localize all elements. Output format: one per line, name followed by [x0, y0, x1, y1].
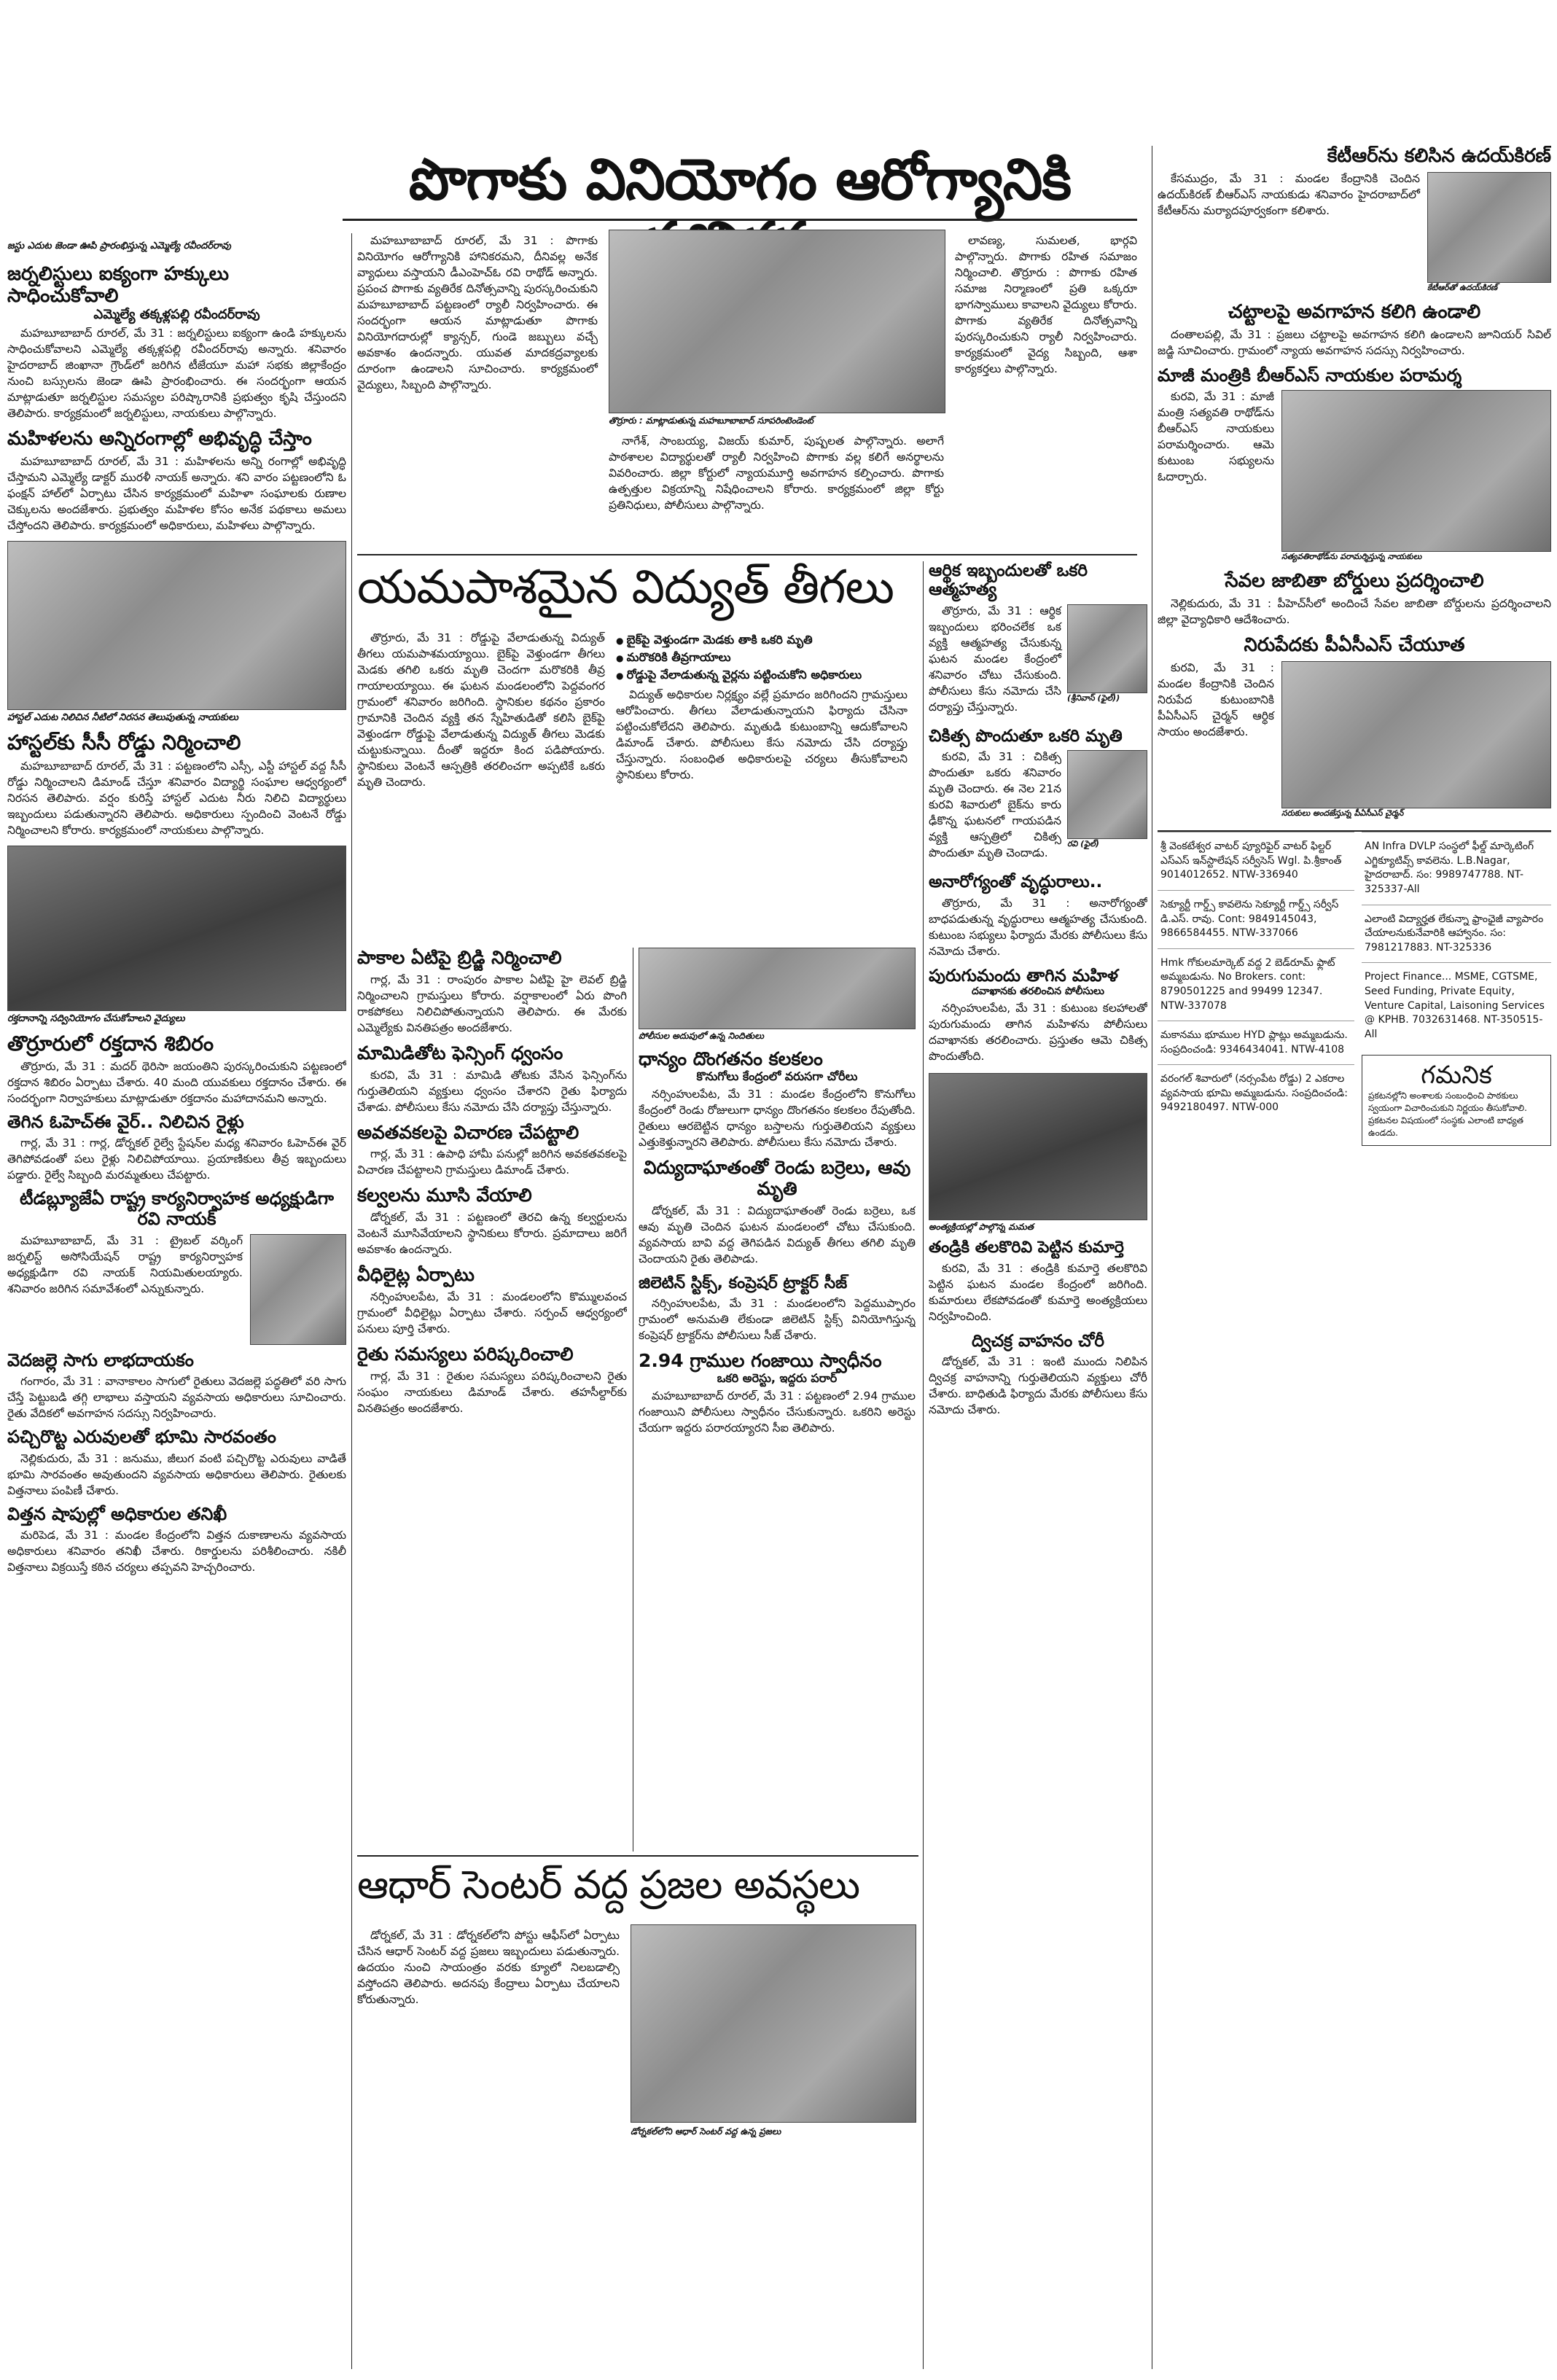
bullet-item: ● బైక్‌పై వెళ్తుండగా మెడకు తాకి ఒకరి మృతి [616, 631, 908, 649]
crime-4-body: మహబూబాబాద్ రూరల్, మే 31 : పట్టణంలో 2.94 గ్రాముల గంజాయిని పోలీసులు స్వాధీనం చేసుకున్నారు. ఒకరిని అరెస్టు చేయగా ఇద్దరు పరారయ్యారని సీఐ తెలిపారు. [639, 1389, 916, 1435]
bullet-item: ● రోడ్డుపై వేలాడుతున్న వైర్లను పట్టించుకోని అధికారులు [616, 666, 908, 684]
aadhaar-article [357, 1862, 918, 2373]
right-article-1-headline: కేటీఆర్‌ను కలిసిన ఉదయ్‌కిరణ్ [1327, 146, 1551, 167]
aadhaar-headline: ఆధార్ సెంటర్ వద్ద ప్రజల అవస్థలు [357, 1862, 860, 1908]
left-article-2-body: మహబూబాబాద్ రూరల్, మే 31 : మహిళలను అన్ని రంగాల్లో అభివృద్ధి చేస్తామని ఎమ్మెల్యే డాక్టర్ మురళీ నాయక్ అన్నారు. శని వారం పట్టణంలోని ఓ ఫంక్షన్ హాల్‌లో ఏర్పాటు చేసిన కార్యక్రమంలో మహిళా సంఘాలకు రుణాల చెక్కులను అందజేశారు. ప్రభుత్వం మహిళల కోసం అనేక పథకాలు అమలు చేస్తోందని తెలిపారు. కార్యక్రమంలో అధికారులు, మహిళలు పాల్గొన్నారు. [7, 455, 346, 533]
left-article-1-body: మహబూబాబాద్ రూరల్, మే 31 : జర్నలిస్టులు ఐక్యంగా ఉండి హక్కులను సాధించుకోవాలని ఎమ్మెల్యే తక్కళ్లపల్లి రవీందర్‌రావు అన్నారు. శనివారం హైదరాబాద్ జింఖానా గ్రౌండ్‌లో జరిగిన టీజేయూ మహా సభకు జిల్లాకేంద్రం నుంచి బస్సులను జెండా ఊపి ప్రారంభించారు. ఈ సందర్భంగా ఆయన మాట్లాడుతూ జర్నలిస్టుల సమస్యల పరిష్కారానికి ప్రభుత్వం కృషి చేస్తుందని తెలిపారు. కార్యక్రమంలో జర్నలిస్టులు, నాయకులు పాల్గొన్నారు. [7, 327, 346, 421]
tobacco-col-3: లావణ్య, సుమలత, భార్గవి పాల్గొన్నారు. పొగాకు రహిత సమాజం నిర్మించాలి. తొర్రూరు : పొగాకు రహిత సమాజ నిర్మాణంలో ప్రతి ఒక్కరూ భాగస్వాములు కావాలని వైద్యులు కోరారు. పొగాకు వ్యతిరేక దినోత్సవాన్ని పురస్కరించుకుని ర్యాలీ నిర్వహించారు. కార్యక్రమంలో వైద్య సిబ్బంది, ఆశా కార్యకర్తలు పాల్గొన్నారు. [955, 234, 1137, 375]
banner-headline: పొగాకు వినియోగం ఆరోగ్యానికి [408, 149, 1072, 213]
left-photo-blood [7, 846, 346, 1011]
left-article-8-headline: పచ్చిరొట్ట ఎరువులతో భూమి సారవంతం [7, 1427, 276, 1448]
rc-article-4-subhead: దవాఖానకు తరలించిన పోలీసులు [972, 986, 1104, 998]
left-article-8-body: నెల్లికుదురు, మే 31 : జనుము, జీలుగ వంటి పచ్చిరొట్ట ఎరువులు వాడితే భూమి సారవంతం అవుతుందని వ్యవసాయ అధికారులు తెలిపారు. రైతులకు విత్తనాలు పంపిణీ చేశారు. [7, 1451, 346, 1497]
right-article-3-body: కురవి, మే 31 : మాజీ మంత్రి సత్యవతి రాథోడ్‌ను బీఆర్ఎస్ నాయకులు పరామర్శించారు. ఆమె కుటుంబ సభ్యులను ఓదార్చారు. [1158, 390, 1274, 484]
rc-article-6-headline: ద్విచక్ర వాహనం చోరీ [971, 1331, 1105, 1351]
brief-6-headline: రైతు సమస్యలు పరిష్కరించాలి [357, 1343, 574, 1365]
right-caption-ktr: కేటీఆర్‌తో ఉదయ్‌కిరణ్ [1427, 282, 1498, 292]
brief-6-body: గార్ల, మే 31 : రైతుల సమస్యలు పరిష్కరించాలని రైతు సంఘం నాయకులు డిమాండ్ చేశారు. తహసీల్దార్‌కు వినతిపత్రం అందజేశారు. [357, 1369, 627, 1415]
brief-2-body: కురవి, మే 31 : మామిడి తోటకు వేసిన ఫెన్సింగ్‌ను గుర్తుతెలియని వ్యక్తులు ధ్వంసం చేశారని రైతు ఫిర్యాదు చేశాడు. పోలీసులు కేసు నమోదు చేసి దర్యాప్తు చేస్తున్నారు. [357, 1068, 627, 1114]
crime-4-subhead: ఒకరి అరెస్టు, ఇద్దరు పరార్ [717, 1370, 838, 1385]
right-article-5-headline: నిరుపేదకు పీఏసీఎస్ చేయూత [1244, 634, 1465, 657]
crime-3-headline: జిలెటిన్ స్టిక్స్, కంప్రెషర్ ట్రాక్టర్ సీజ్ [639, 1273, 848, 1292]
brief-4-headline: కల్వలను మూసి వేయాలి [357, 1185, 532, 1206]
right-article-2-body: దంతాలపల్లి, మే 31 : ప్రజలు చట్టాలపై అవగాహన కలిగి ఉండాలని జూనియర్ సివిల్ జడ్జి సూచించారు. గ్రామంలో న్యాయ అవగాహన సదస్సు నిర్వహించారు. [1158, 327, 1551, 357]
notice-body: ప్రకటనల్లోని అంశాలకు సంబంధించి పాఠకులు స్వయంగా విచారించుకుని నిర్ణయం తీసుకోవాలి. ప్రకటనల విషయంలో సంస్థకు ఎలాంటి బాధ్యత ఉండదు. [1368, 1090, 1527, 1138]
right-photo-ktr [1427, 172, 1551, 283]
rc-photo-srinivas [1067, 604, 1147, 693]
tobacco-col-2: నాగేశ్, సాంబయ్య, విజయ్ కుమార్, పుష్పలత పాల్గొన్నారు. అలాగే పాఠశాలల విద్యార్థులతో ర్యాలీ నిర్వహించి పొగాకు వల్ల కలిగే అనర్థాలను వివరించారు. జిల్లా కోర్టులో న్యాయమూర్తి అవగాహన కల్పించారు. పొగాకు ఉత్పత్తుల విక్రయాన్ని నిషేధించాలని కోరారు. కార్యక్రమంలో జిల్లా కోర్టు ప్రతినిధులు, పోలీసులు పాల్గొన్నారు. [609, 434, 944, 512]
notice-title: గమనిక [1421, 1061, 1492, 1090]
tobacco-article [357, 230, 1137, 550]
left-caption-top: జస్టు ఎదుట జెండా ఊపి ప్రారంభిస్తున్న ఎమ్మెల్యే రవీందర్‌రావు [7, 241, 231, 251]
crime-4-headline: 2.94 గ్రాముల గంజాయి స్వాధీనం [639, 1349, 882, 1371]
crime-1-body: నర్సింహులపేట, మే 31 : మండల కేంద్రంలోని కొనుగోలు కేంద్రంలో రెండు రోజులుగా ధాన్యం దొంగతనం కలకలం రేపుతోంది. రైతులు ఆరబెట్టిన ధాన్యం బస్తాలను గుర్తుతెలియని వ్యక్తులు ఎత్తుకెళ్తున్నారని తెలిపారు. పోలీసులు కేసు నమోదు చేశారు. [639, 1088, 916, 1150]
rc-caption-srinivas: (శ్రీనివాస్ (ఫైల్)) [1067, 692, 1120, 703]
left-article-5-headline: తెగిన ఓహెచ్‌ఈ వైర్.. నిలిచిన రైళ్లు [7, 1111, 244, 1132]
left-article-7-headline: వెదజల్లె సాగు లాభదాయకం [7, 1349, 194, 1370]
left-photo-hostel [7, 541, 346, 710]
right-photo-pacs [1281, 661, 1551, 808]
electric-wire-bullets [616, 631, 908, 684]
classified-ad: AN Infra DVLP సంస్థలో ఫీల్డ్ మార్కెటింగ్ ఎగ్జిక్యూటివ్స్ కావలెను. L.B.Nagar, హైదరాబాద్. సం: 9989747788. NT-325337-All [1362, 832, 1551, 904]
brief-4-body: డోర్నకల్, మే 31 : పట్టణంలో తెరచి ఉన్న కల్వర్టులను వెంటనే మూసివేయాలని స్థానికులు కోరారు. ప్రమాదాలు జరిగే అవకాశం ఉందన్నారు. [357, 1211, 627, 1256]
brief-3-headline: అవతవకలపై విచారణ చేపట్టాలి [357, 1121, 580, 1143]
left-article-3-headline: హాస్టల్‌కు సీసీ రోడ్డు నిర్మించాలి [7, 730, 241, 755]
left-caption-hostel: హాస్టల్ ఎదుట నిలిచిన నీటిలో నిరసన తెలుపుతున్న నాయకులు [7, 712, 238, 724]
accused-caption: పోలీసుల అదుపులో ఉన్న నిందితులు [639, 1031, 764, 1041]
left-article-9-headline: విత్తన షాపుల్లో అధికారుల తనిఖీ [7, 1503, 227, 1524]
rc-article-6-body: డోర్నకల్, మే 31 : ఇంటి ముందు నిలిపిన ద్విచక్ర వాహనాన్ని గుర్తుతెలియని వ్యక్తులు చోరీ చేశారు. బాధితుడి ఫిర్యాదు మేరకు పోలీసులు కేసు నమోదు చేశారు. [929, 1355, 1147, 1417]
brief-5-body: నర్సింహులపేట, మే 31 : మండలంలోని కొమ్ములవంచ గ్రామంలో వీధిలైట్లు ఏర్పాటు చేశారు. సర్పంచ్ ఆధ్వర్యంలో పనులు పూర్తి చేశారు. [357, 1290, 627, 1335]
rc-article-5-headline: తండ్రికి తలకొరివి పెట్టిన కుమార్తె [929, 1238, 1124, 1257]
classified-ad: మకానము భూముల HYD ప్లాట్లు అమ్మబడును. సంప్రదించండి: 9346434041. NTW-4108 [1158, 1021, 1354, 1064]
right-photo-satyavathi [1281, 390, 1551, 552]
rc-article-1-body: తొర్రూరు, మే 31 : ఆర్థిక ఇబ్బందులు భరించలేక ఒక వ్యక్తి ఆత్మహత్య చేసుకున్న ఘటన మండల కేంద్రంలో శనివారం చోటు చేసుకుంది. పోలీసులు కేసు నమోదు చేసి దర్యాప్తు చేస్తున్నారు. [929, 604, 1061, 714]
right-article-3-headline: మాజీ మంత్రికి బీఆర్ఎస్ నాయకుల పరామర్శ [1158, 364, 1462, 386]
rc-article-4-headline: పురుగుమందు తాగిన మహిళ [929, 966, 1118, 986]
crime-2-body: డోర్నకల్, మే 31 : విద్యుదాఘాతంతో రెండు బర్రెలు, ఒక ఆవు మృతి చెందిన ఘటన మండలంలో చోటు చేసుకుంది. వ్యవసాయ బావి వద్ద తెగిపడిన విద్యుత్ తీగలు తగిలి మృతి చెందాయని రైతు తెలిపాడు. [639, 1203, 916, 1265]
crime-briefs [639, 948, 916, 1859]
rc-caption-ravi: రవి (ఫైల్) [1067, 839, 1099, 849]
classified-ad: ఎలాంటి విద్యార్హత లేకున్నా ఫ్రాంఛైజీ వ్యాపారం చేయాలనుకునేవారికి ఆహ్వానం. సం: 7981217883. NT-325336 [1362, 905, 1551, 963]
right-caption-satyavathi: సత్యవతిరాథోడ్‌ను పరామర్శిస్తున్న నాయకులు [1281, 552, 1422, 562]
left-article-3-body: మహబూబాబాద్ రూరల్, మే 31 : పట్టణంలోని ఎస్సీ, ఎస్టీ హాస్టల్ వద్ద సీసీ రోడ్డు నిర్మించాలని డిమాండ్ చేస్తూ శనివారం విద్యార్థి సంఘాల ఆధ్వర్యంలో నిరసన తెలిపారు. వర్షం కురిస్తే హాస్టల్ ఎదుట నీరు నిలిచి విద్యార్థులు ఇబ్బందులు పడుతున్నారని తెలిపారు. అధికారులు స్పందించి వెంటనే రోడ్డు నిర్మించాలని కోరారు. కార్యక్రమంలో నాయకులు పాల్గొన్నారు. [7, 759, 346, 837]
left-article-6-headline: టీడబ్ల్యూజేఏ రాష్ట్ర కార్యనిర్వాహక అధ్యక్షుడిగా రవి నాయక్ [19, 1188, 335, 1229]
right-column [1158, 146, 1551, 2369]
left-article-1-headline: జర్నలిస్టులు ఐక్యంగా హక్కులు సాధించుకోవాలి [7, 263, 230, 307]
rc-caption-funeral: అంత్యక్రియల్లో పాల్గొన్న మమత [929, 1222, 1034, 1233]
classified-ad: సెక్యూర్టీ గార్డ్స్ కావలెను సెక్యూర్టీ గార్డ్స్ సర్వీస్ డి.ఎస్. రావు. Cont: 9849145043, 9866584455. NTW-337066 [1158, 890, 1354, 948]
rc-article-4-body: నర్సింహులపేట, మే 31 : కుటుంబ కలహాలతో పురుగుమందు తాగిన మహిళను పోలీసులు దవాఖానకు తరలించారు. ప్రస్తుతం ఆమె చికిత్స పొందుతోంది. [929, 1002, 1147, 1064]
crime-1-subhead: కొనుగోలు కేంద్రంలో వరుసగా చోరీలు [696, 1069, 858, 1083]
tobacco-photo [609, 230, 945, 413]
crime-1-headline: ధాన్యం దొంగతనం కలకలం [639, 1048, 823, 1069]
brief-3-body: గార్ల, మే 31 : ఉపాధి హామీ పనుల్లో జరిగిన అవకతవకలపై విచారణ చేపట్టాలని గ్రామస్తులు డిమాండ్ చేశారు. [357, 1147, 627, 1177]
rc-article-3-headline: అనారోగ్యంతో వృద్ధురాలు.. [929, 873, 1103, 892]
brief-5-headline: వీధిలైట్ల ఏర్పాటు [357, 1264, 475, 1285]
left-article-9-body: మరిపెడ, మే 31 : మండల కేంద్రంలోని విత్తన దుకాణాలను వ్యవసాయ అధికారులు శనివారం తనిఖీ చేశారు. రికార్డులను పరిశీలించారు. నకిలీ విత్తనాలు విక్రయిస్తే కఠిన చర్యలు తప్పవని హెచ్చరించారు. [7, 1529, 346, 1575]
classifieds-section [1158, 830, 1551, 1145]
left-photo-ravi-nayak [250, 1234, 346, 1345]
classified-ad: Hmk గోకులమార్కెట్ వద్ద 2 బెడ్‌రూమ్ ఫ్లాట్ అమ్మబడును. No Brokers. cont: 8790501225 and 99499 12347. NTW-337078 [1158, 948, 1354, 1021]
electric-wire-headline: యమపాశమైన విద్యుత్ తీగలు [357, 561, 894, 614]
tobacco-col-1: మహబూబాబాద్ రూరల్, మే 31 : పొగాకు వినియోగం ఆరోగ్యానికి హానికరమని, దీనివల్ల అనేక వ్యాధులు వస్తాయని డీఎంహెచ్‌ఓ రవి రాథోడ్ అన్నారు. ప్రపంచ పొగాకు వ్యతిరేక దినోత్సవాన్ని పురస్కరించుకుని మహబూబాబాద్ పట్టణంలో ర్యాలీ నిర్వహించారు. ఈ సందర్భంగా ఆయన మాట్లాడుతూ పొగాకు వినియోగదారుల్లో క్యాన్సర్, గుండె జబ్బులు వచ్చే అవకాశం ఉందన్నారు. యువత మాదకద్రవ్యాలకు దూరంగా ఉండాలని సూచించారు. కార్యక్రమంలో వైద్యులు, సిబ్బంది పాల్గొన్నారు. [357, 234, 598, 391]
brief-1-body: గార్ల, మే 31 : రాంపురం పాకాల ఏటిపై హై లెవల్ బ్రిడ్జి నిర్మించాలని గ్రామస్తులు కోరారు. వర్షాకాలంలో ఏరు పొంగి రాకపోకలు నిలిచిపోతున్నాయని తెలిపారు. ఈ మేరకు ఎమ్మెల్యేకు వినతిపత్రం అందజేశారు. [357, 972, 627, 1034]
right-article-5-body: కురవి, మే 31 : మండల కేంద్రానికి చెందిన నిరుపేద కుటుంబానికి పీఏసీఎస్ చైర్మన్ ఆర్థిక సాయం అందజేశారు. [1158, 661, 1274, 739]
right-article-4-body: నెల్లికుదురు, మే 31 : పీహెచ్‌సీలో అందించే సేవల జాబితా బోర్డులను ప్రదర్శించాలని జిల్లా వైద్యాధికారి ఆదేశించారు. [1158, 597, 1551, 627]
left-article-4-headline: తొర్రూరులో రక్తదాన శిబిరం [7, 1031, 214, 1056]
rc-article-2-headline: చికిత్స పొందుతూ ఒకరి మృతి [929, 726, 1123, 746]
right-article-2-headline: చట్టాలపై అవగాహన కలిగి ఉండాలి [1228, 300, 1481, 323]
brief-2-headline: మామిడితోట ఫెన్సింగ్ ధ్వంసం [357, 1042, 563, 1064]
tobacco-photo-caption: తొర్రూరు : మాట్లాడుతున్న మహబూబాబాద్ సూపరింటెండెంట్ [609, 415, 813, 426]
right-article-4-headline: సేవల జాబితా బోర్డులు ప్రదర్శించాలి [1225, 570, 1484, 593]
classified-ad: Project Finance... MSME, CGTSME, Seed Funding, Private Equity, Venture Capital, Laisoning Services @ KPHB. 7032631468. NT-350515-All [1362, 962, 1551, 1049]
rc-article-3-body: తొర్రూరు, మే 31 : అనారోగ్యంతో బాధపడుతున్న వృద్ధురాలు ఆత్మహత్య చేసుకుంది. కుటుంబ సభ్యులు ఫిర్యాదు మేరకు పోలీసులు కేసు నమోదు చేశారు. [929, 896, 1147, 958]
left-article-4-body: తొర్రూరు, మే 31 : మదర్ థెరిసా జయంతిని పురస్కరించుకుని పట్టణంలో రక్తదాన శిబిరం ఏర్పాటు చేశారు. 40 మంది యువకులు రక్తదానం చేశారు. ఈ సందర్భంగా నిర్వాహకులు మాట్లాడుతూ రక్తదానం మహాదానమని అన్నారు. [7, 1059, 346, 1105]
classified-ad: శ్రీ వెంకటేశ్వర వాటర్ ప్యూరిఫైర్ వాటర్ ఫిల్టర్ ఎస్ఎస్ ఇన్‌స్టాలేషన్ సర్వీసెస్ Wgl. పి.శ్రీకాంత్ 9014012652. NTW-336940 [1158, 832, 1354, 890]
center-briefs [357, 948, 627, 1859]
aadhaar-photo [631, 1924, 916, 2123]
left-article-1-subhead: ఎమ్మెల్యే తక్కళ్లపల్లి రవీందర్‌రావు [93, 306, 260, 322]
electric-wire-article [357, 561, 918, 940]
rc-photo-funeral [929, 1073, 1147, 1220]
left-caption-blood: రక్తదానాన్ని సద్వినియోగం చేసుకోవాలని వైద్యులు [7, 1013, 185, 1024]
left-article-5-body: గార్ల, మే 31 : గార్ల, డోర్నకల్ రైల్వే స్టేషన్‌ల మధ్య శనివారం ఓహెచ్ఈ వైర్ తెగిపోవడంతో పలు రైళ్లు నిలిచిపోయాయి. ప్రయాణికులు తీవ్ర ఇబ్బందులు పడ్డారు. రైల్వే సిబ్బంది మరమ్మతులు చేపట్టారు. [7, 1136, 346, 1182]
aadhaar-caption: డోర్నకల్‌లోని ఆధార్ సెంటర్ వద్ద ఉన్న ప్రజలు [631, 2126, 781, 2137]
accused-photo [639, 948, 916, 1029]
electric-wire-col-2: విద్యుత్ అధికారుల నిర్లక్ష్యం వల్లే ప్రమాదం జరిగిందని గ్రామస్తులు ఆరోపించారు. తీగలు వేలాడుతున్నాయని ఫిర్యాదు చేసినా పట్టించుకోలేదని తెలిపారు. మృతుడి కుటుంబాన్ని ఆదుకోవాలని డిమాండ్ చేశారు. పోలీసులు కేసు నమోదు చేసి దర్యాప్తు చేస్తున్నారు. సంబంధిత అధికారులపై చర్యలు తీసుకోవాలని స్థానికులు కోరారు. [616, 688, 908, 781]
rc-article-1-headline: ఆర్థిక ఇబ్బందులతో ఒకరి ఆత్మహత్య [929, 561, 1088, 600]
right-article-1-body: కేసముద్రం, మే 31 : మండల కేంద్రానికి చెందిన ఉదయ్‌కిరణ్ బీఆర్ఎస్ నాయకుడు శనివారం హైదరాబాద్‌లో కేటీఆర్‌ను మర్యాదపూర్వకంగా కలిశారు. [1158, 171, 1420, 217]
rc-article-5-body: కురవి, మే 31 : తండ్రికి కుమార్తె తలకొరివి పెట్టిన ఘటన మండల కేంద్రంలో జరిగింది. కుమారులు లేకపోవడంతో కుమార్తె అంత్యక్రియలు నిర్వహించింది. [929, 1261, 1147, 1323]
bullet-item: ● మరొకరికి తీవ్రగాయాలు [616, 649, 908, 666]
notice-box [1362, 1055, 1551, 1145]
left-article-7-body: గంగారం, మే 31 : వానాకాలం సాగులో రైతులు వెదజల్లె పద్ధతిలో వరి సాగు చేస్తే పెట్టుబడి తగ్గి లాభాలు వస్తాయని వ్యవసాయ అధికారులు సూచించారు. రైతు వేదికలో అవగాహన సదస్సు నిర్వహించారు. [7, 1375, 346, 1421]
right-caption-pacs: సరుకులు అందజేస్తున్న పీఏసీఎస్ చైర్మన్ [1281, 808, 1404, 819]
brief-1-headline: పాకాల ఏటిపై బ్రిడ్జి నిర్మించాలి [357, 948, 562, 968]
classified-ad: వరంగల్ శివారులో (నర్సంపేట రోడ్డు) 2 ఎకరాల వ్యవసాయ భూమి అమ్మబడును. సంప్రదించండి: 9492180497. NTW-000 [1158, 1064, 1354, 1123]
crime-2-headline: విద్యుదాఘాతంతో రెండు బర్రెలు, ఆవు మృతి [643, 1157, 911, 1199]
right-center-column [929, 561, 1147, 2369]
electric-wire-col-1: తొర్రూరు, మే 31 : రోడ్డుపై వేలాడుతున్న విద్యుత్ తీగలు యమపాశమయ్యాయి. బైక్‌పై వెళ్తుండగా తీగలు మెడకు తగిలి ఒకరు మృతి చెందగా మరొకరికి తీవ్ర గాయాలయ్యాయి. ఈ ఘటన మండలంలోని పెద్దవంగర గ్రామంలో శనివారం జరిగింది. స్థానికుల కథనం ప్రకారం గ్రామానికి చెందిన వ్యక్తి తన స్నేహితుడితో కలిసి బైక్‌పై వెళ్తుండగా రోడ్డుపై వేలాడుతున్న విద్యుత్ తీగలు మెడకు చుట్టుకున్నాయి. దీంతో ఇద్దరూ కింద పడిపోయారు. స్థానికులు వెంటనే ఆస్పత్రికి తరలించగా అప్పటికే ఒకరు మృతి చెందారు. [357, 631, 605, 789]
left-article-6-body: మహబూబాబాద్, మే 31 : ట్రైబల్ వర్కింగ్ జర్నలిస్ట్ అసోసియేషన్ రాష్ట్ర కార్యనిర్వాహక అధ్యక్షుడిగా రవి నాయక్ నియమితులయ్యారు. శనివారం జరిగిన సమావేశంలో ఎన్నుకున్నారు. [7, 1233, 243, 1295]
left-article-2-headline: మహిళలను అన్నిరంగాల్లో అభివృద్ధి చేస్తాం [7, 428, 312, 450]
rc-photo-ravi [1067, 750, 1147, 839]
rc-article-2-body: కురవి, మే 31 : చికిత్స పొందుతూ ఒకరు శనివారం మృతి చెందారు. ఈ నెల 21న కురవి శివారులో బైక్‌ను కారు ఢీకొన్న ఘటనలో గాయపడిన వ్యక్తి ఆస్పత్రిలో చికిత్స పొందుతూ మృతి చెందాడు. [929, 750, 1061, 860]
left-column [7, 241, 346, 2369]
crime-3-body: నర్సింహులపేట, మే 31 : మండలంలోని పెద్దముప్పారం గ్రామంలో అనుమతి లేకుండా జిలెటిన్ స్టిక్స్ వినియోగిస్తున్న కంప్రెషర్ ట్రాక్టర్‌ను పోలీసులు సీజ్ చేశారు. [639, 1296, 916, 1342]
aadhaar-body: డోర్నకల్, మే 31 : డోర్నకల్‌లోని పోస్టు ఆఫీస్‌లో ఏర్పాటు చేసిన ఆధార్ సెంటర్ వద్ద ప్రజలు ఇబ్బందులు పడుతున్నారు. ఉదయం నుంచి సాయంత్రం వరకు క్యూలో నిలబడాల్సి వస్తోందని తెలిపారు. అదనపు కేంద్రాలు ఏర్పాటు చేయాలని కోరుతున్నారు. [357, 1929, 620, 2006]
